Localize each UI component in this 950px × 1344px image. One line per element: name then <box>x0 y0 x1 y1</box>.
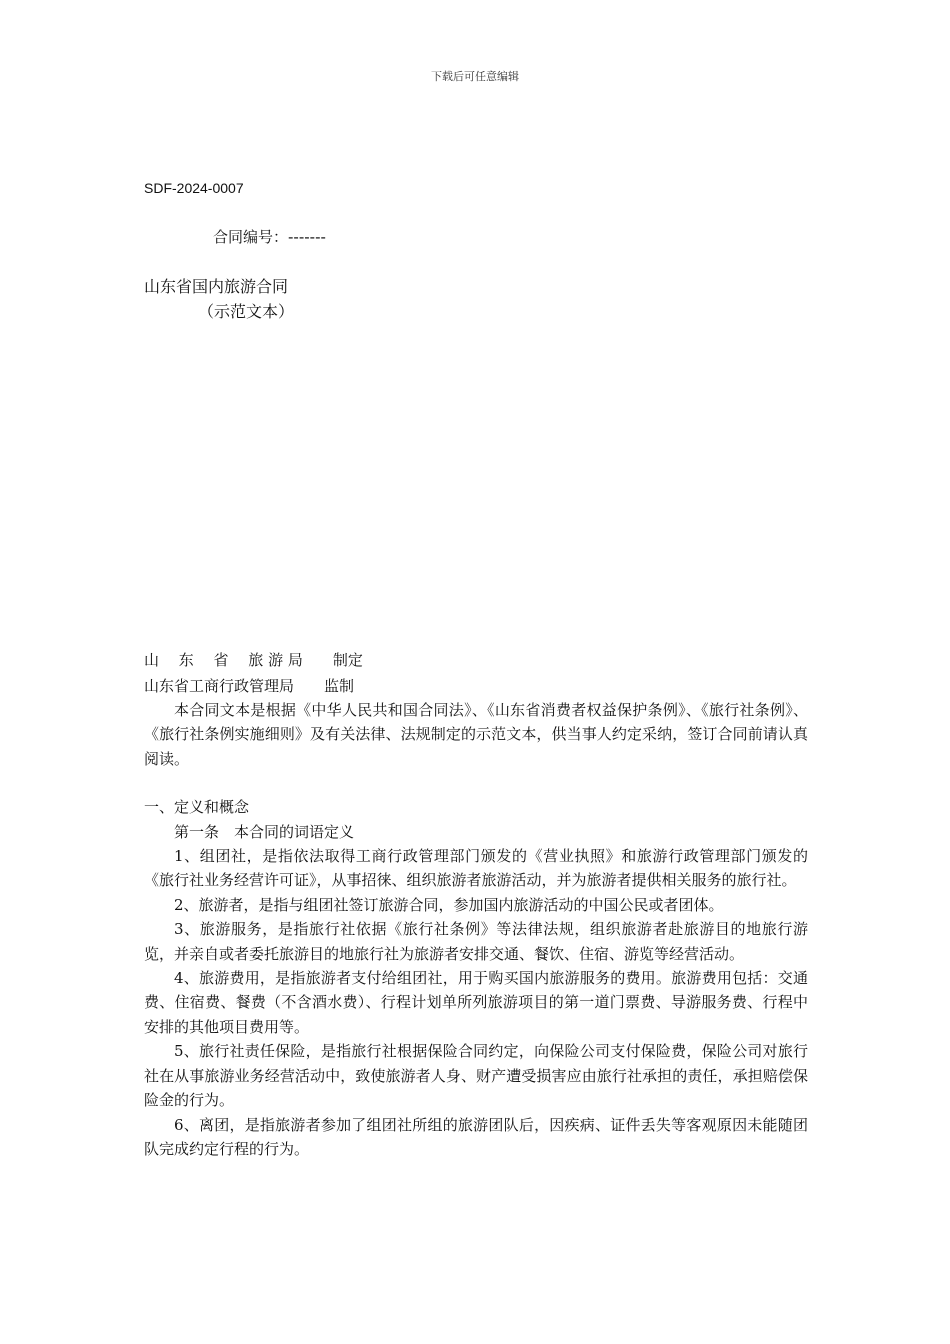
contract-number: 合同编号：------- <box>213 228 326 246</box>
definition-item: 4、旅游费用，是指旅游者支付给组团社，用于购买国内旅游服务的费用。旅游费用包括：交通费、住宿费、餐费（不含酒水费）、行程计划单所列旅游项目的第一道门票费、导游服务费、行程中安排的其他项目费用等。 <box>144 969 808 1036</box>
section-heading: 一、定义和概念 <box>144 798 250 817</box>
definition-item: 2、旅游者，是指与组团社签订旅游合同，参加国内旅游活动的中国公民或者团体。 <box>174 895 724 914</box>
intro-paragraph: 本合同文本是根据《中华人民共和国合同法》、《山东省消费者权益保护条例》、《旅行社条例》、《旅行社条例实施细则》及有关法律、法规制定的示范文本，供当事人约定采纳，签订合同前请认真阅读。 <box>144 701 808 768</box>
definition-item: 5、旅行社责任保险，是指旅行社根据保险合同约定，向保险公司支付保险费，保险公司对旅行社在从事旅游业务经营活动中，致使旅游者人身、财产遭受损害应由旅行社承担的责任，承担赔偿保险金的行为。 <box>144 1042 808 1110</box>
maker-line: 山 东 省 旅 游 局 制定 <box>144 651 363 669</box>
supervisor-line: 山东省工商行政管理局 监制 <box>144 677 355 695</box>
document-body <box>144 698 808 1161</box>
document-subtitle: （示范文本） <box>198 302 295 321</box>
definition-item: 6、离团，是指旅游者参加了组团社所组的旅游团队后，因疾病、证件丢失等客观原因未能随团队完成约定行程的行为。 <box>144 1115 808 1158</box>
document-title: 山东省国内旅游合同 <box>144 277 289 296</box>
definition-item: 1、组团社，是指依法取得工商行政管理部门颁发的《营业执照》和旅游行政管理部门颁发的《旅行社业务经营许可证》，从事招徕、组织旅游者旅游活动，并为旅游者提供相关服务的旅行社。 <box>144 847 808 890</box>
document-code: SDF-2024-0007 <box>144 180 244 196</box>
page-header-note: 下载后可任意编辑 <box>431 70 519 83</box>
paragraph-gap <box>144 771 808 795</box>
article-heading: 第一条 本合同的词语定义 <box>174 822 355 841</box>
definition-item: 3、旅游服务，是指旅行社依据《旅行社条例》等法律法规，组织旅游者赴旅游目的地旅行游览，并亲自或者委托旅游目的地旅行社为旅游者安排交通、餐饮、住宿、游览等经营活动。 <box>144 920 808 963</box>
